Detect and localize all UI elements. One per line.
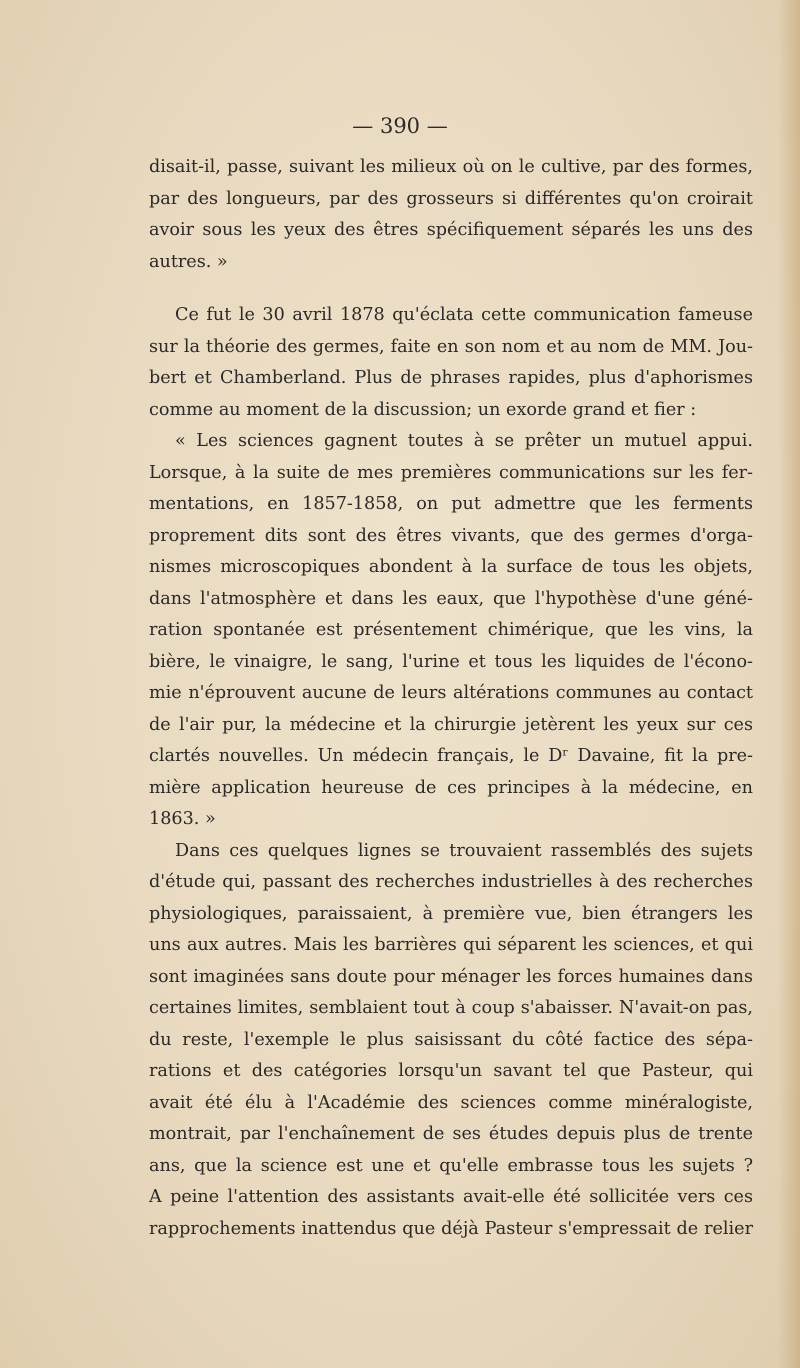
text-line: disait-il, passe, suivant les milieux où on le cultive, par des formes, bbox=[149, 157, 753, 177]
text-line: Dans ces quelques lignes se trouvaient rassemblés des sujets bbox=[175, 840, 753, 861]
text-line: A peine l'attention des assistants avait-elle été sollicitée vers ces bbox=[149, 1187, 753, 1207]
text-line: proprement dits sont des êtres vivants, que des germes d'orga- bbox=[149, 525, 753, 546]
text-line: avoir sous les yeux des êtres spécifiquement séparés les uns des bbox=[149, 220, 753, 240]
text-line: rapprochements inattendus que déjà Pasteur s'empressait de relier bbox=[149, 1218, 753, 1239]
text-line: de l'air pur, la médecine et la chirurgie jetèrent les yeux sur ces bbox=[149, 714, 753, 735]
page-number: — 390 — bbox=[352, 114, 448, 138]
text-line: d'étude qui, passant des recherches industrielles à des recherches bbox=[149, 872, 753, 892]
text-line: sur la théorie des germes, faite en son nom et au nom de MM. Jou- bbox=[149, 336, 753, 357]
text-line: sont imaginées sans doute pour ménager les forces humaines dans bbox=[149, 966, 753, 987]
body-text bbox=[149, 152, 753, 1245]
text-line: avait été élu à l'Académie des sciences comme minéralogiste, bbox=[149, 1092, 753, 1113]
text-line: autres. » bbox=[149, 251, 228, 272]
text-line: ration spontanée est présentement chimérique, que les vins, la bbox=[149, 620, 753, 640]
text-line: comme au moment de la discussion; un exorde grand et fier : bbox=[149, 399, 697, 420]
text-line: clartés nouvelles. Un médecin français, le Dʳ Davaine, fit la pre- bbox=[149, 746, 753, 766]
text-line: bert et Chamberland. Plus de phrases rapides, plus d'aphorismes bbox=[149, 368, 753, 388]
text-line: uns aux autres. Mais les barrières qui séparent les sciences, et qui bbox=[149, 935, 753, 955]
text-line: « Les sciences gagnent toutes à se prêter un mutuel appui. bbox=[175, 431, 753, 451]
text-line: du reste, l'exemple le plus saisissant du côté factice des sépa- bbox=[149, 1029, 753, 1050]
text-line: 1863. » bbox=[149, 809, 216, 829]
paragraph-4 bbox=[149, 836, 753, 1246]
text-line: mière application heureuse de ces principes à la médecine, en bbox=[149, 777, 753, 798]
page-edge-shadow bbox=[778, 0, 800, 1368]
text-line: mie n'éprouvent aucune de leurs altérations communes au contact bbox=[149, 683, 753, 703]
text-line: mentations, en 1857-1858, on put admettre que les ferments bbox=[149, 494, 753, 514]
paragraph-2 bbox=[149, 300, 753, 426]
text-line: par des longueurs, par des grosseurs si différentes qu'on croirait bbox=[149, 188, 753, 209]
text-line: Ce fut le 30 avril 1878 qu'éclata cette communication fameuse bbox=[175, 305, 753, 325]
text-line: nismes microscopiques abondent à la surface de tous les objets, bbox=[149, 557, 753, 577]
text-line: physiologiques, paraissaient, à première vue, bien étrangers les bbox=[149, 903, 753, 924]
paragraph-gap bbox=[149, 278, 753, 300]
paragraph-3-quote bbox=[149, 426, 753, 836]
text-line: montrait, par l'enchaînement de ses études depuis plus de trente bbox=[149, 1124, 753, 1144]
text-line: ans, que la science est une et qu'elle embrasse tous les sujets ? bbox=[149, 1155, 753, 1176]
text-line: certaines limites, semblaient tout à coup s'abaisser. N'avait-on pas, bbox=[149, 998, 753, 1018]
text-line: bière, le vinaigre, le sang, l'urine et tous les liquides de l'écono- bbox=[149, 651, 753, 672]
text-line: rations et des catégories lorsqu'un savant tel que Pasteur, qui bbox=[149, 1061, 753, 1081]
text-line: Lorsque, à la suite de mes premières communications sur les fer- bbox=[149, 462, 753, 483]
paragraph-1 bbox=[149, 152, 753, 278]
text-line: dans l'atmosphère et dans les eaux, que l'hypothèse d'une géné- bbox=[149, 588, 753, 609]
